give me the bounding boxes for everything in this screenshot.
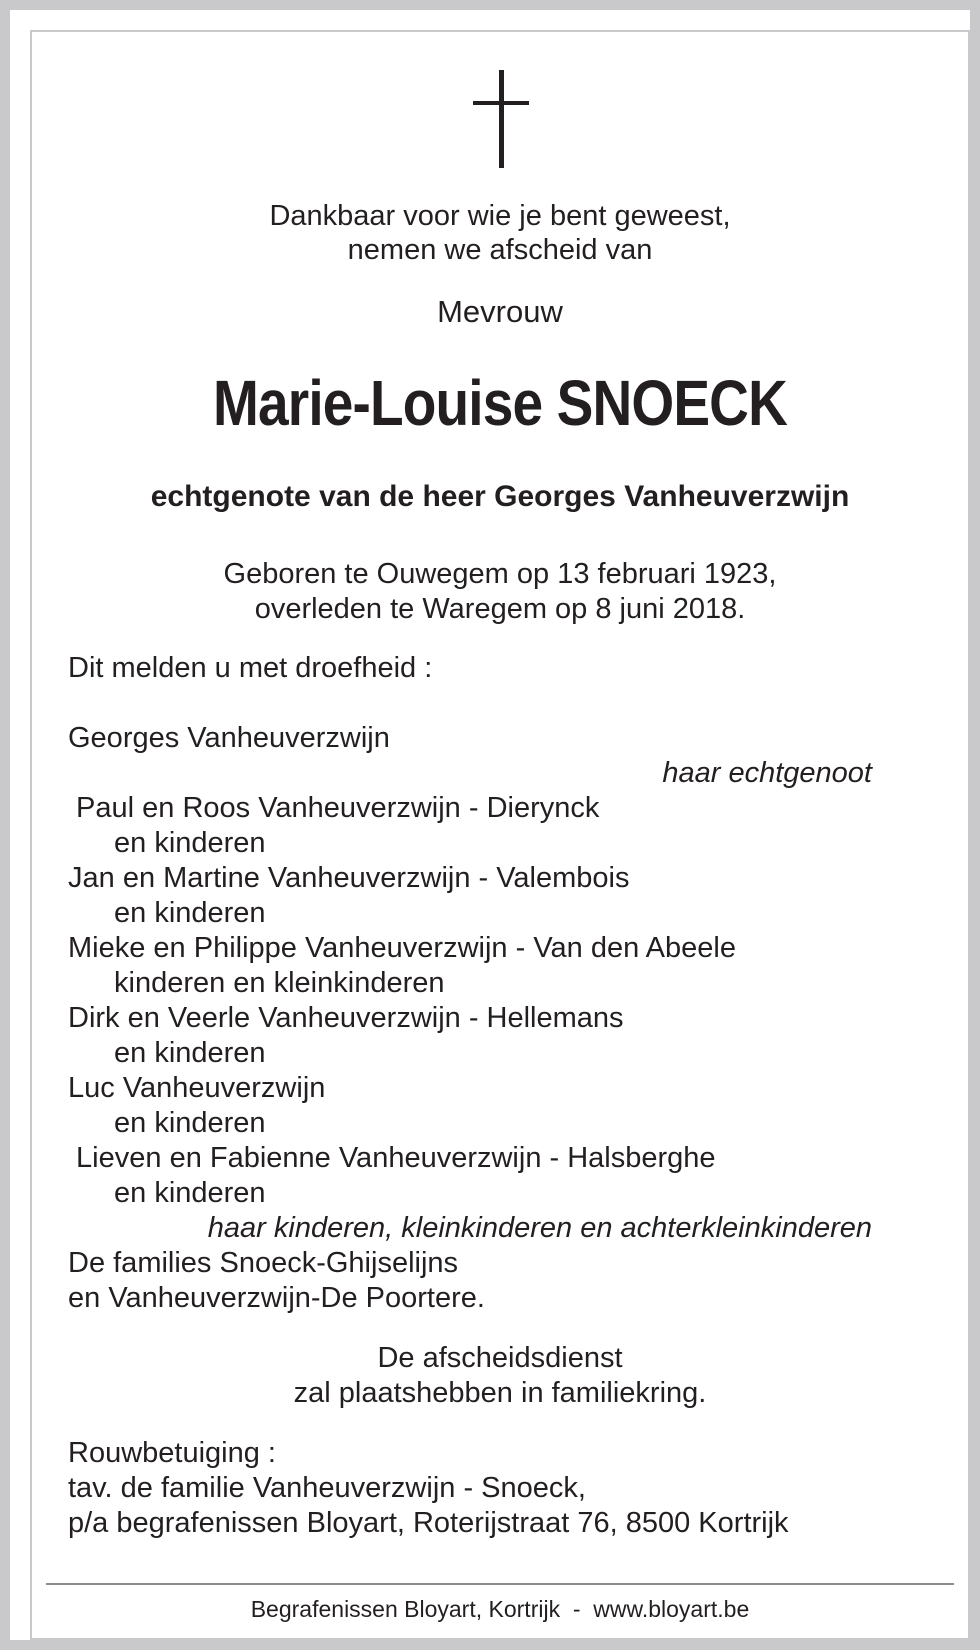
intro-line-1: Dankbaar voor wie je bent geweest,: [269, 200, 731, 232]
footer-credit: Begrafenissen Bloyart, Kortrijk - www.bloyart.be: [250, 1596, 750, 1622]
intro-line-2: nemen we afscheid van: [347, 234, 653, 266]
cross-icon: [473, 70, 529, 168]
families-line-2: en Vanheuverzwijn-De Poortere.: [68, 1282, 485, 1314]
child-name: Dirk en Veerle Vanheuverzwijn - Hellemans: [68, 1002, 624, 1034]
child-sub: en kinderen: [114, 1037, 266, 1069]
honorific: Mevrouw: [437, 294, 563, 329]
child-sub: en kinderen: [114, 897, 266, 929]
husband-name: Georges Vanheuverzwijn: [68, 722, 390, 754]
child-sub: en kinderen: [114, 1107, 266, 1139]
child-name: Jan en Martine Vanheuverzwijn - Valembois: [68, 862, 630, 894]
announcement: Dit melden u met droefheid :: [68, 652, 433, 684]
child-name: Mieke en Philippe Vanheuverzwijn - Van den Abeele: [68, 932, 736, 964]
families-line-1: De families Snoeck-Ghijselijns: [68, 1247, 459, 1279]
child-name: Paul en Roos Vanheuverzwijn - Dierynck: [68, 792, 600, 824]
child-name: Luc Vanheuverzwijn: [68, 1072, 326, 1104]
death-line: overleden te Waregem op 8 juni 2018.: [254, 593, 746, 625]
deceased-name: Marie-Louise SNOECK: [213, 367, 787, 439]
condolence-address-1: tav. de familie Vanheuverzwijn - Snoeck,: [68, 1472, 586, 1504]
child-sub: kinderen en kleinkinderen: [114, 967, 445, 999]
condolence-heading: Rouwbetuiging :: [68, 1437, 276, 1469]
child-sub: en kinderen: [114, 827, 266, 859]
spouse-line: echtgenote van de heer Georges Vanheuverzwijn: [150, 480, 850, 513]
service-line-2: zal plaatshebben in familiekring.: [293, 1377, 707, 1409]
husband-role: haar echtgenoot: [662, 757, 872, 789]
service-line-1: De afscheidsdienst: [377, 1342, 623, 1374]
child-name: Lieven en Fabienne Vanheuverzwijn - Halsberghe: [68, 1142, 716, 1174]
children-role: haar kinderen, kleinkinderen en achterkleinkinderen: [207, 1212, 872, 1244]
condolence-address-2: p/a begrafenissen Bloyart, Roterijstraat 76, 8500 Kortrijk: [68, 1507, 789, 1539]
footer-divider: [46, 1583, 954, 1585]
birth-line: Geboren te Ouwegem op 13 februari 1923,: [223, 558, 777, 590]
child-sub: en kinderen: [114, 1177, 266, 1209]
